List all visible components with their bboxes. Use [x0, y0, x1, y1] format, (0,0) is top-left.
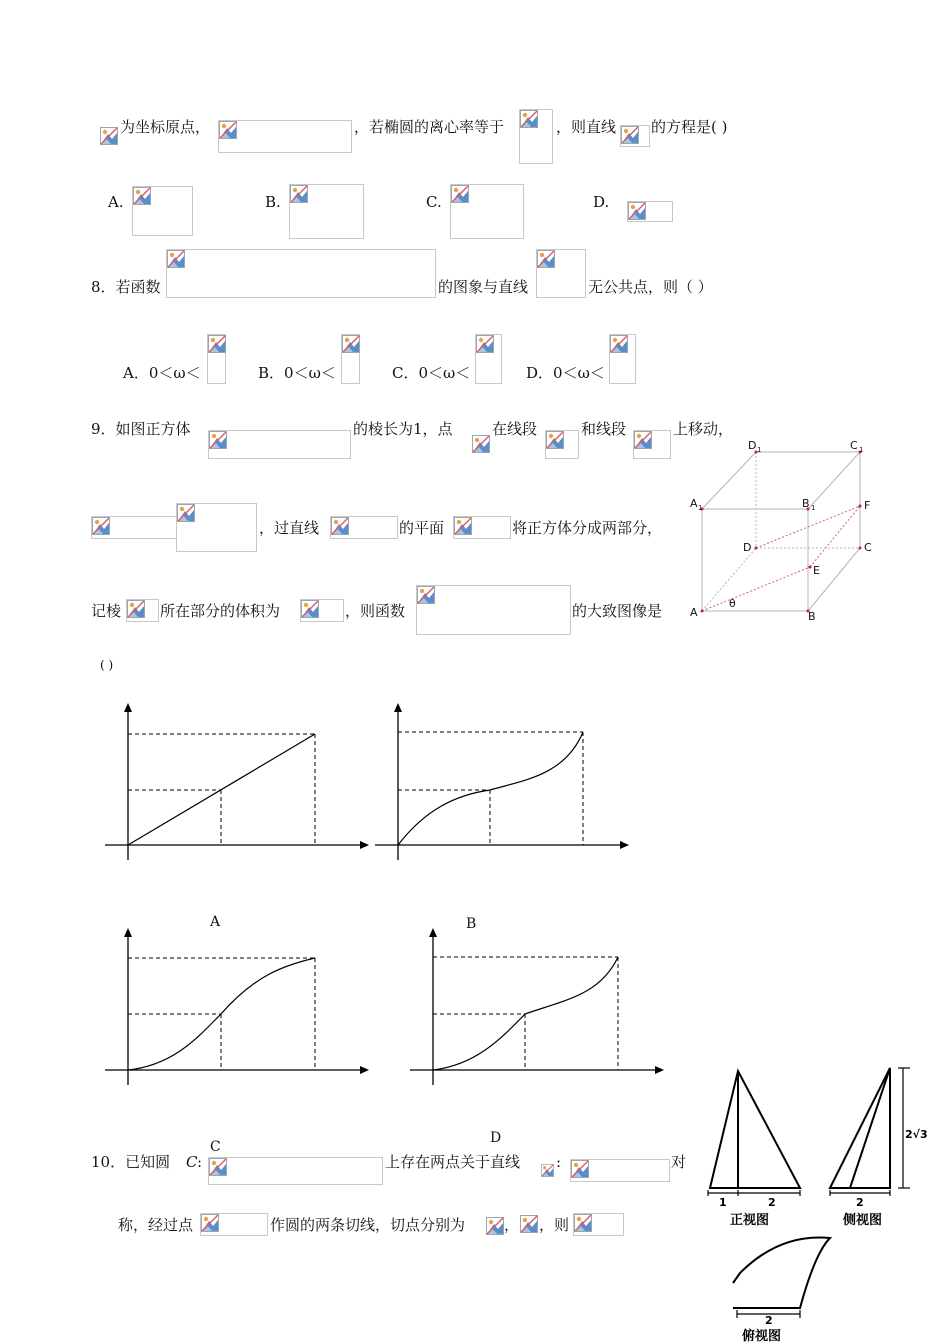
q9-text-divide: 将正方体分成两部分， [512, 519, 663, 537]
q7-option-b-label: B. [265, 193, 281, 211]
image-placeholder-icon [219, 121, 237, 139]
q9-text-function: ，则函数 [345, 602, 406, 620]
q10-text-then: ，则 [539, 1216, 570, 1234]
q8-option-d-label: D．0＜ω＜ [526, 364, 605, 382]
formula-image-placeholder [166, 249, 436, 298]
formula-image-placeholder [416, 585, 571, 635]
image-placeholder-icon [472, 435, 490, 453]
cube-label-a1: A [690, 497, 698, 510]
formula-image-placeholder [330, 516, 398, 539]
image-placeholder-icon [628, 202, 646, 220]
image-placeholder-icon [209, 431, 227, 449]
graph-label-c: C [210, 1139, 221, 1155]
side-view-label: 侧视图 [843, 1213, 883, 1228]
cube-label-d: D [743, 541, 752, 554]
image-placeholder-icon [621, 126, 639, 144]
q10-text-dui: 对 [671, 1153, 687, 1171]
front-view-dim-2: 2 [768, 1196, 776, 1209]
graph-label-b: B [466, 916, 477, 932]
q7-option-d-label: D. [593, 193, 610, 211]
q10-circle-var: C [186, 1153, 198, 1171]
graph-option-d [400, 925, 680, 1095]
q7-option-a-label: A. [108, 193, 124, 211]
formula-image-placeholder [620, 125, 650, 147]
cube-label-d1: D [748, 439, 757, 452]
formula-image-placeholder [176, 503, 257, 552]
formula-image-placeholder [126, 599, 159, 622]
formula-image-placeholder [208, 430, 351, 459]
q10-text-prefix: 10．已知圆 [91, 1153, 171, 1171]
cube-label-b: B [808, 610, 816, 623]
side-view-height: 2√3 [905, 1128, 928, 1141]
q10-text-point: 称，经过点 [118, 1216, 194, 1234]
image-placeholder-icon [574, 1214, 592, 1232]
image-placeholder-icon [201, 1214, 219, 1232]
formula-image-placeholder [536, 249, 586, 298]
q7-option-a-formula [132, 186, 193, 236]
q8-option-d-formula [609, 334, 636, 384]
image-placeholder-icon [92, 517, 110, 535]
top-view-label: 俯视图 [742, 1329, 782, 1344]
graph-option-c [95, 925, 375, 1095]
q8-option-b-label: B．0＜ω＜ [258, 364, 336, 382]
cube-label-subscript: 1 [859, 446, 864, 454]
front-view-label: 正视图 [730, 1213, 770, 1228]
cube-label-e: E [813, 564, 820, 577]
image-placeholder-icon [167, 250, 185, 268]
image-placeholder-icon [541, 1164, 554, 1177]
image-placeholder-icon [133, 187, 151, 205]
image-placeholder-icon [634, 431, 652, 449]
q8-option-c-label: C．0＜ω＜ [392, 364, 471, 382]
graph-option-b [365, 700, 645, 870]
cube-label-theta: θ [729, 597, 736, 610]
q10-colon: : [197, 1153, 203, 1171]
image-placeholder-icon [546, 431, 564, 449]
q9-text-plane: 的平面 [399, 519, 445, 537]
q9-text-move: 上移动， [673, 420, 734, 438]
q10-text-tangents: 作圆的两条切线，切点分别为 [270, 1216, 466, 1234]
image-placeholder-icon [520, 110, 538, 128]
q9-text-segment: 在线段 [492, 420, 538, 438]
formula-image-placeholder [300, 599, 344, 622]
image-placeholder-icon [342, 335, 360, 353]
q9-answer-paren: ( ) [100, 658, 114, 672]
image-placeholder-icon [127, 600, 145, 618]
q7-option-b-formula [289, 184, 364, 239]
image-placeholder-icon [417, 586, 435, 604]
image-placeholder-icon [209, 1158, 227, 1176]
cube-label-b1: B [802, 497, 810, 510]
graph-option-a [95, 700, 375, 870]
formula-image-placeholder [218, 120, 352, 153]
q8-option-c-formula [475, 334, 502, 384]
q9-text-prefix: 9．如图正方体 [91, 420, 191, 438]
formula-image-placeholder [200, 1213, 268, 1236]
image-placeholder-icon [100, 127, 118, 145]
q9-text-edge: 的棱长为1，点 [353, 420, 453, 438]
q8-option-b-formula [341, 334, 360, 384]
q8-text-mid: 的图象与直线 [438, 278, 529, 296]
cube-label-f: F [864, 499, 871, 512]
q10-colon-2: : [556, 1153, 562, 1171]
image-placeholder-icon [571, 1160, 589, 1178]
q7-option-c-formula [450, 184, 524, 239]
cube-label-a: A [690, 606, 698, 619]
image-placeholder-icon [476, 335, 494, 353]
q8-text-suffix: 无公共点，则（ ） [588, 278, 713, 296]
image-placeholder-icon [486, 1217, 504, 1235]
q8-option-a-formula [207, 334, 226, 384]
formula-image-placeholder [545, 430, 579, 459]
image-placeholder-icon [331, 517, 349, 535]
top-view-dim-2: 2 [765, 1314, 773, 1327]
graph-label-d: D [490, 1130, 502, 1146]
q10-text-symmetric: 上存在两点关于直线 [385, 1153, 521, 1171]
q7-option-c-label: C. [426, 193, 442, 211]
q7-text-origin: 为坐标原点， [120, 118, 211, 136]
image-placeholder-icon [537, 250, 555, 268]
cube-label-c1: C [850, 439, 858, 452]
image-placeholder-icon [454, 517, 472, 535]
q7-text-line: ，则直线 [556, 118, 617, 136]
formula-image-placeholder [633, 430, 671, 459]
side-view-dim-2: 2 [856, 1196, 864, 1209]
formula-image-placeholder [208, 1157, 383, 1185]
q9-text-and-segment: 和线段 [581, 420, 627, 438]
q8-text-prefix: 8．若函数 [91, 278, 161, 296]
graph-label-a: A [210, 914, 221, 930]
q8-option-a-label: A．0＜ω＜ [123, 364, 201, 382]
q9-text-volume: 所在部分的体积为 [160, 602, 281, 620]
cube-label-subscript: 1 [757, 446, 762, 454]
cube-figure [680, 430, 890, 630]
q7-text-equation: 的方程是( ) [651, 118, 728, 136]
formula-image-placeholder [519, 109, 553, 164]
formula-image-placeholder [570, 1159, 670, 1182]
formula-image-placeholder [453, 516, 511, 539]
formula-image-placeholder [91, 516, 177, 539]
image-placeholder-icon [610, 335, 628, 353]
front-view-dim-1: 1 [719, 1196, 727, 1209]
image-placeholder-icon [208, 335, 226, 353]
q10-comma: ， [504, 1216, 520, 1234]
image-placeholder-icon [177, 504, 195, 522]
q9-text-through-line: ，过直线 [259, 519, 320, 537]
q9-text-edge-label: 记棱 [91, 602, 122, 620]
image-placeholder-icon [520, 1215, 538, 1233]
image-placeholder-icon [290, 185, 308, 203]
image-placeholder-icon [301, 600, 319, 618]
q7-option-d-formula [627, 201, 673, 222]
three-view-figure [700, 1058, 940, 1344]
cube-label-c: C [864, 541, 872, 554]
q7-text-eccentricity: ，若椭圆的离心率等于 [354, 118, 505, 136]
image-placeholder-icon [451, 185, 469, 203]
cube-label-subscript: 1 [811, 504, 816, 512]
formula-image-placeholder [573, 1213, 624, 1236]
q9-text-graph: 的大致图像是 [572, 602, 663, 620]
cube-label-subscript: 1 [698, 504, 703, 512]
